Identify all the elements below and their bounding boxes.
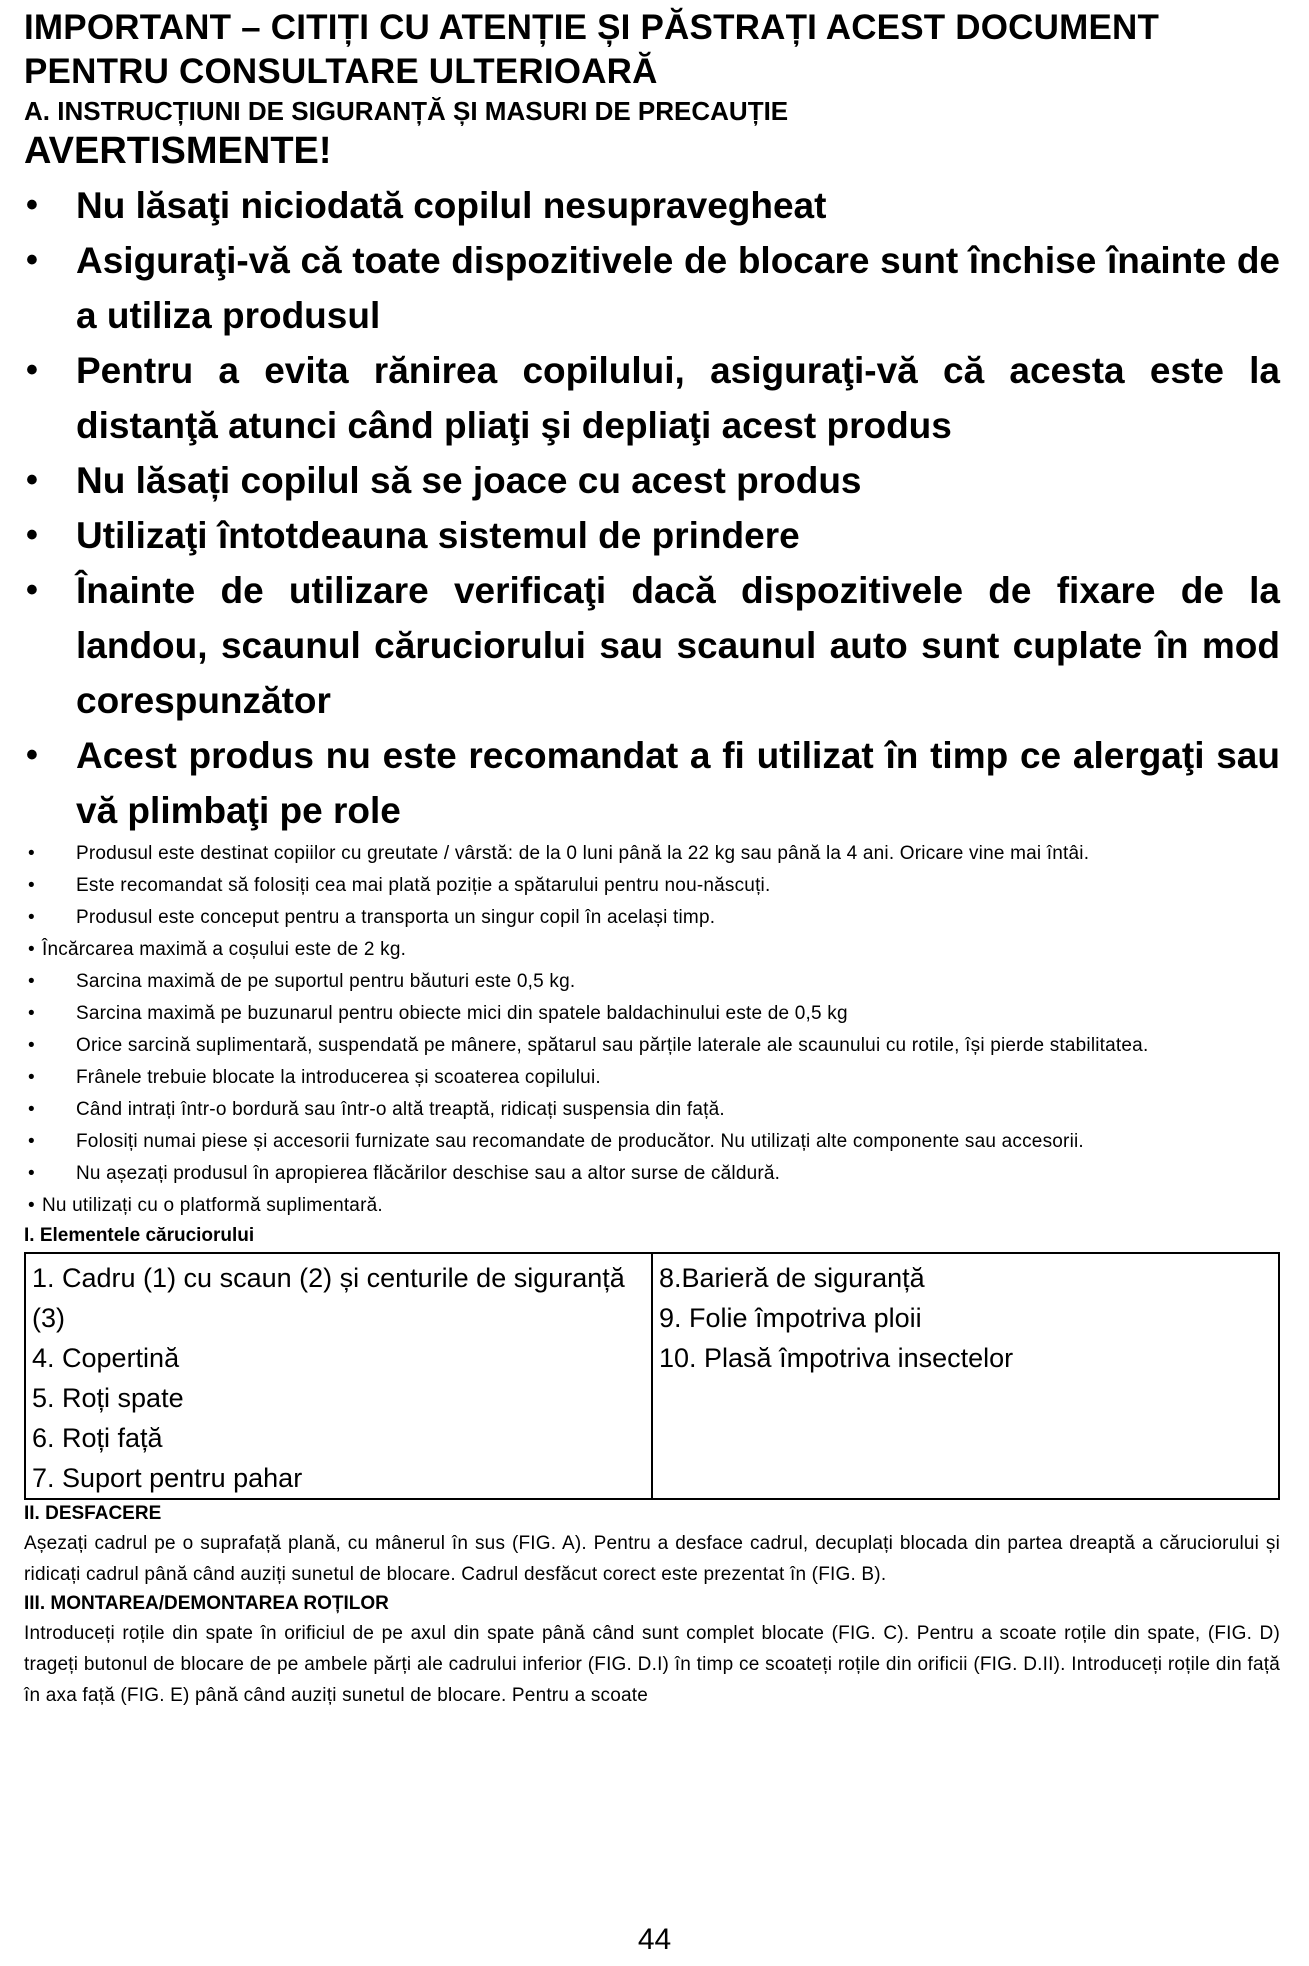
part-item: 7. Suport pentru pahar (32, 1463, 303, 1493)
minor-warnings-list (24, 838, 1280, 1222)
part-item: 8.Barieră de siguranță (659, 1263, 925, 1293)
warning-item: • Utilizaţi întotdeauna sistemul de prindere (24, 508, 1280, 563)
document-page (24, 6, 1280, 1711)
major-warnings-list (24, 178, 1280, 838)
warning-item: • Pentru a evita rănirea copilului, asiguraţi-vă că acesta este la distanţă atunci când pliaţi şi depliaţi acest produs (24, 343, 1280, 453)
warning-item: • Sarcina maximă pe buzunarul pentru obiecte mici din spatele baldachinului este de 0,5 kg (24, 998, 1280, 1030)
part-item: 4. Copertină (32, 1343, 180, 1373)
warning-item: • Acest produs nu este recomandat a fi utilizat în timp ce alergaţi sau vă plimbaţi pe role (24, 728, 1280, 838)
document-title-line-2: PENTRU CONSULTARE ULTERIOARĂ (24, 52, 658, 91)
stroller-parts-table (24, 1252, 1280, 1500)
warning-item: • Produsul este conceput pentru a transporta un singur copil în același timp. (24, 902, 1280, 934)
part-item: 9. Folie împotriva ploii (659, 1303, 922, 1333)
warning-item: • Nu lăsați copilul să se joace cu acest produs (24, 453, 1280, 508)
warning-item: • Asiguraţi-vă că toate dispozitivele de blocare sunt închise înainte de a utiliza produsul (24, 233, 1280, 343)
part-item: 10. Plasă împotriva insectelor (659, 1343, 1014, 1373)
section-a-heading: A. INSTRUCȚIUNI DE SIGURANȚĂ ȘI MASURI DE PRECAUȚIE (24, 96, 789, 126)
warning-item: • Sarcina maximă de pe suportul pentru băuturi este 0,5 kg. (24, 966, 1280, 998)
section-2-text: Așezați cadrul pe o suprafață plană, cu mânerul în sus (FIG. A). Pentru a desface cadrul, decuplați blocada din partea dreaptă a căruciorului și ridicați cadrul până când auziți sunetul de blocare. Cadrul desfăcut corect este prezentat în (FIG. B). (24, 1533, 1280, 1585)
warning-item: • Când intrați într-o bordură sau într-o altă treaptă, ridicați suspensia din față. (24, 1094, 1280, 1126)
warning-item: • Este recomandat să folosiți cea mai plată poziție a spătarului pentru nou-născuți. (24, 870, 1280, 902)
section-3-heading: III. MONTAREA/DEMONTAREA ROȚILOR (24, 1593, 389, 1614)
section-1-heading: I. Elementele căruciorului (24, 1225, 255, 1246)
warning-item: • Încărcarea maximă a coșului este de 2 kg. (24, 934, 1280, 966)
part-item: 1. Cadru (1) cu scaun (2) și centurile de siguranță (3) (32, 1263, 625, 1333)
parts-column-left (25, 1253, 652, 1499)
warning-item: • Nu lăsaţi niciodată copilul nesupravegheat (24, 178, 1280, 233)
warning-item: • Frânele trebuie blocate la introducerea și scoaterea copilului. (24, 1062, 1280, 1094)
document-title-line-1: IMPORTANT – CITIȚI CU ATENȚIE ȘI PĂSTRAȚI ACEST DOCUMENT (24, 8, 1160, 47)
part-item: 5. Roți spate (32, 1383, 184, 1413)
warnings-heading: AVERTISMENTE! (24, 130, 332, 172)
parts-column-right (652, 1253, 1279, 1499)
warning-item: • Înainte de utilizare verificaţi dacă dispozitivele de fixare de la landou, scaunul căruciorului sau scaunul auto sunt cuplate în mod corespunzător (24, 563, 1280, 728)
section-3-text: Introduceți roțile din spate în orificiul de pe axul din spate până când sunt complet blocate (FIG. C). Pentru a scoate roțile din spate, (FIG. D) trageți butonul de blocare de pe ambele părți ale cadrului inferior (FIG. D.I) în timp ce scoateți roțile din orificii (FIG. D.II). Introduceți roțile din față în axa față (FIG. E) până când auziți sunetul de blocare. Pentru a scoate (24, 1623, 1280, 1706)
section-2-heading: II. DESFACERE (24, 1503, 162, 1524)
page-number: 44 (637, 1923, 672, 1956)
warning-item: • Nu utilizați cu o platformă suplimentară. (24, 1190, 1280, 1222)
warning-item: • Nu așezați produsul în apropierea flăcărilor deschise sau a altor surse de căldură. (24, 1158, 1280, 1190)
warning-item: • Produsul este destinat copiilor cu greutate / vârstă: de la 0 luni până la 22 kg sau până la 4 ani. Oricare vine mai întâi. (24, 838, 1280, 870)
warning-item: • Folosiți numai piese și accesorii furnizate sau recomandate de producător. Nu utilizați alte componente sau accesorii. (24, 1126, 1280, 1158)
warning-item: • Orice sarcină suplimentară, suspendată pe mânere, spătarul sau părțile laterale ale scaunului cu rotile, își pierde stabilitatea. (24, 1030, 1280, 1062)
part-item: 6. Roți față (32, 1423, 163, 1453)
